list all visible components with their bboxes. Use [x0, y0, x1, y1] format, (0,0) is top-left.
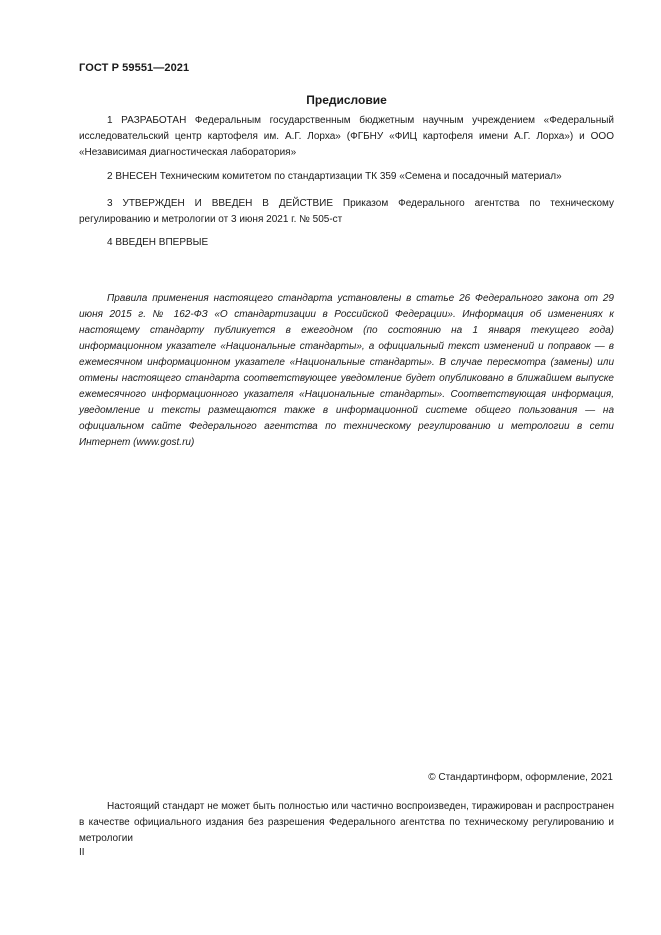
preface-item-3-text: 3 УТВЕРЖДЕН И ВВЕДЕН В ДЕЙСТВИЕ Приказом Федерального агентства по техническому регулированию и метрологии от 3 июня 2021 г. № 505-ст — [79, 198, 614, 225]
copyright-line: © Стандартинформ, оформление, 2021 — [428, 772, 613, 783]
preface-item-4 — [79, 235, 614, 251]
preface-item-2-text: 2 ВНЕСЕН Техническим комитетом по стандартизации ТК 359 «Семена и посадочный материал» — [107, 171, 562, 182]
preface-item-1-text: 1 РАЗРАБОТАН Федеральным государственным бюджетным научным учреждением «Федеральный исследовательский центр картофеля им. А.Г. Лорха» (ФГБНУ «ФИЦ картофеля имени А.Г. Лорха») и ООО «Независимая диагностическая лаборатория» — [79, 115, 614, 158]
page-number: II — [79, 847, 85, 858]
preface-item-1 — [79, 113, 614, 161]
reproduction-notice: Настоящий стандарт не может быть полностью или частично воспроизведен, тиражирован и распространен в качестве официального издания без разрешения Федерального агентства по техническому регулированию и метрологии — [79, 801, 614, 844]
preface-item-3 — [79, 196, 614, 228]
preface-item-4-text: 4 ВВЕДЕН ВПЕРВЫЕ — [107, 237, 209, 248]
application-notice: Правила применения настоящего стандарта установлены в статье 26 Федерального закона от 29 июня 2015 г. № 162-ФЗ «О стандартизации в Российской Федерации». Информация об изменениях к настоящему стандарту публикуется в ежегодном (по состоянию на 1 января текущего года) информационном указателе «Национальные стандарты», а официальный текст изменений и поправок — в ежемесячном информационном указателе «Национальные стандарты». В случае пересмотра (замены) или отмены настоящего стандарта соответствующее уведомление будет опубликовано в ближайшем выпуске ежемесячного информационного указателя «Национальные стандарты». Соответствующая информация, уведомление и тексты размещаются также в информационной системе общего пользования — на официальном сайте Федерального агентства по техническому регулированию и метрологии в сети Интернет (www.gost.ru) — [79, 293, 614, 448]
preface-title: Предисловие — [306, 93, 387, 107]
document-code: ГОСТ Р 59551—2021 — [79, 62, 190, 74]
preface-item-2 — [79, 169, 614, 185]
